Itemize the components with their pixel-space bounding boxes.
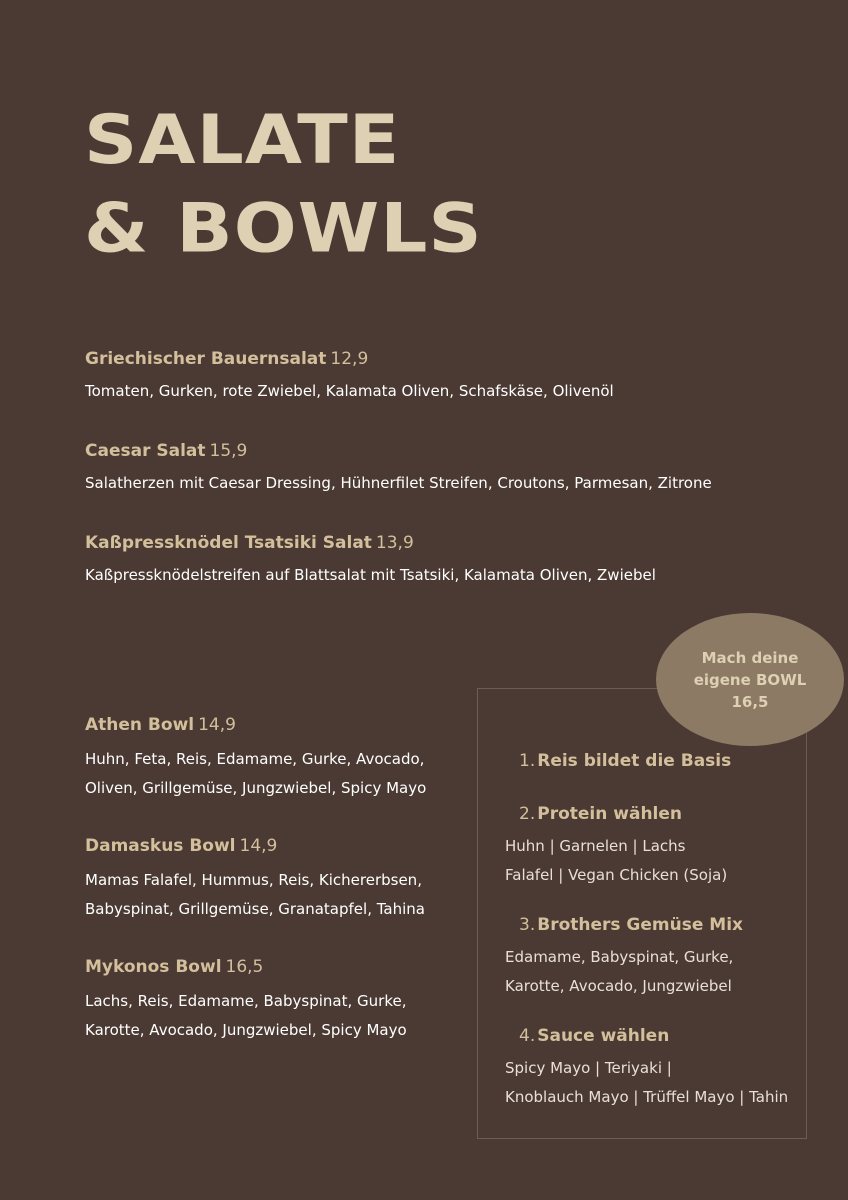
item-description [85, 745, 465, 803]
step-title: Brothers Gemüse Mix [537, 915, 744, 935]
item-description: Salatherzen mit Caesar Dressing, Hühnerfilet Streifen, Croutons, Parmesan, Zitrone [85, 474, 712, 492]
item-name: Griechischer Bauernsalat [85, 349, 327, 369]
custom-step [505, 913, 825, 1001]
description-line: Babyspinat, Grillgemüse, Granatapfel, Tahina [85, 900, 425, 918]
badge-price: 16,5 [731, 692, 769, 711]
item-name: Athen Bowl [85, 715, 195, 735]
menu-item [85, 714, 465, 803]
step-option-line: Knoblauch Mayo | Trüffel Mayo | Tahin [505, 1088, 789, 1106]
menu-item [85, 440, 785, 494]
step-title: Reis bildet die Basis [537, 751, 732, 771]
step-option-line: Spicy Mayo | Teriyaki | [505, 1059, 672, 1077]
badge-line: Mach deine [701, 648, 799, 667]
menu-item [85, 532, 785, 586]
description-line: Karotte, Avocado, Jungzwiebel, Spicy Mayo [85, 1021, 407, 1039]
item-name: Caesar Salat [85, 441, 206, 461]
item-description [85, 866, 465, 924]
custom-step [505, 749, 825, 773]
step-option-line: Falafel | Vegan Chicken (Soja) [505, 866, 728, 884]
menu-item [85, 835, 465, 924]
item-description: Tomaten, Gurken, rote Zwiebel, Kalamata Oliven, Schafskäse, Olivenöl [85, 382, 614, 400]
custom-bowl-badge [656, 613, 844, 746]
item-price: 13,9 [375, 533, 414, 553]
item-price: 15,9 [209, 441, 248, 461]
step-option-line: Karotte, Avocado, Jungzwiebel [505, 977, 732, 995]
step-number: 2. [519, 804, 536, 824]
item-name: Mykonos Bowl [85, 957, 222, 977]
page-title [84, 96, 483, 273]
item-description [85, 987, 465, 1045]
title-line-1: SALATE [84, 100, 401, 180]
description-line: Mamas Falafel, Hummus, Reis, Kichererbsen, [85, 871, 422, 889]
custom-step [505, 802, 825, 890]
description-line: Lachs, Reis, Edamame, Babyspinat, Gurke, [85, 992, 407, 1010]
step-number: 1. [519, 751, 536, 771]
item-price: 16,5 [225, 957, 264, 977]
step-number: 3. [519, 915, 536, 935]
title-line-2: & BOWLS [84, 188, 483, 269]
description-line: Oliven, Grillgemüse, Jungzwiebel, Spicy Mayo [85, 779, 427, 797]
item-price: 12,9 [330, 349, 369, 369]
item-name: Kaßpressknödel Tsatsiki Salat [85, 533, 372, 553]
item-price: 14,9 [239, 836, 278, 856]
description-line: Huhn, Feta, Reis, Edamame, Gurke, Avocado, [85, 750, 425, 768]
item-price: 14,9 [198, 715, 236, 735]
step-title: Sauce wählen [537, 1026, 670, 1046]
step-option-line: Huhn | Garnelen | Lachs [505, 837, 686, 855]
badge-line: eigene BOWL [693, 670, 807, 689]
item-name: Damaskus Bowl [85, 836, 236, 856]
item-description: Kaßpressknödelstreifen auf Blattsalat mit Tsatsiki, Kalamata Oliven, Zwiebel [85, 566, 656, 584]
custom-step [505, 1024, 825, 1112]
step-number: 4. [519, 1026, 536, 1046]
menu-item [85, 956, 465, 1045]
menu-item [85, 348, 785, 402]
step-title: Protein wählen [537, 804, 682, 824]
step-option-line: Edamame, Babyspinat, Gurke, [505, 948, 734, 966]
